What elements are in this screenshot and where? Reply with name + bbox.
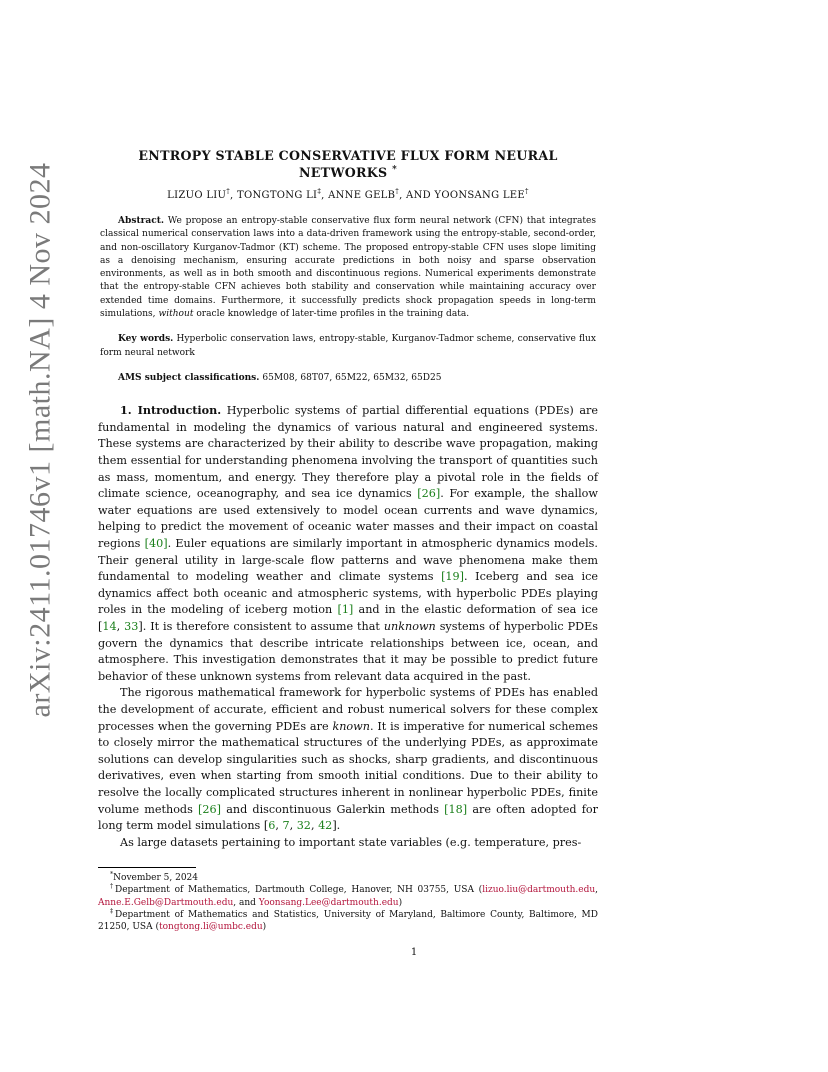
body-text: ,	[275, 819, 283, 833]
author-separator: , AND	[399, 190, 435, 201]
author-affiliation-mark: ‡	[317, 187, 322, 196]
citation-link[interactable]: 6	[268, 819, 276, 833]
body-emphasis: unknown	[383, 619, 436, 633]
author-name: ANNE GELB	[328, 190, 396, 201]
body-text: and in the elastic deformation of sea ice [	[98, 603, 598, 633]
citation-link[interactable]: [26]	[417, 487, 441, 501]
author-separator: ,	[230, 190, 238, 201]
body-text: ]. It is therefore consistent to assume that	[138, 619, 384, 633]
citation-link[interactable]: [18]	[444, 802, 468, 816]
body-text: ,	[289, 819, 297, 833]
footnote-text: ,	[595, 885, 598, 896]
body-text: are often adopted for long term model simulations [	[98, 802, 598, 833]
ams-label: AMS subject classifications.	[118, 372, 260, 383]
email-link[interactable]: Yoonsang.Lee@dartmouth.edu	[258, 897, 399, 908]
body-text: The rigorous mathematical framework for hyperbolic systems of PDEs has enabled the development of accurate, efficient and robust numerical solvers for these complex processes when the governing PDEs are	[98, 686, 598, 733]
footnote-date	[98, 872, 598, 884]
ams-codes: 65M08, 68T07, 65M22, 65M32, 65D25	[262, 372, 442, 383]
body-text: . For example, the shallow water equations are used extensively to model ocean currents and wave dynamics, helping to predict the movement of oceanic water masses and their impact on coastal regions	[98, 487, 598, 551]
citation-link[interactable]: [1]	[337, 603, 354, 617]
author-separator: ,	[321, 190, 329, 201]
abstract-text-end: oracle knowledge of later-time profiles in the training data.	[196, 309, 470, 320]
paper-title	[98, 147, 598, 181]
body-emphasis: known	[332, 719, 370, 733]
email-link[interactable]: Anne.E.Gelb@Dartmouth.edu	[98, 897, 234, 908]
email-link[interactable]: lizuo.liu@dartmouth.edu	[482, 885, 596, 896]
title-footnote-mark: *	[392, 164, 398, 175]
email-link[interactable]: tongtong.li@umbc.edu	[158, 922, 263, 933]
footnote-dartmouth	[98, 884, 598, 909]
footnote-text: November 5, 2024	[113, 873, 198, 883]
keywords-label: Key words.	[118, 334, 174, 345]
citation-link[interactable]: 33	[124, 619, 139, 633]
section-heading: 1. Introduction.	[120, 403, 222, 418]
body-text: ].	[332, 819, 341, 833]
page-number: 1	[410, 947, 418, 958]
citation-link[interactable]: [19]	[441, 570, 465, 584]
keywords-text: Hyperbolic conservation laws, entropy-stable, Kurganov-Tadmor scheme, conservative flux form neural network	[100, 334, 596, 358]
footnote-umbc	[98, 909, 598, 934]
citation-link[interactable]: 14	[102, 619, 117, 633]
footnote-text: , and	[233, 897, 259, 908]
footnote-divider	[98, 867, 196, 868]
abstract-label: Abstract.	[118, 216, 165, 226]
author-name: YOONSANG LEE	[434, 190, 525, 201]
body-text: systems of hyperbolic PDEs govern the dynamics that describe intricate relationships between ice, ocean, and atmosphere. This investigation demonstrates that it may be possible to predict future behavior of these unknown systems from relevant data acquired in the past.	[98, 619, 598, 683]
author-affiliation-mark: †	[226, 187, 231, 196]
keywords	[98, 333, 598, 360]
intro-paragraph-2	[98, 685, 598, 834]
footnote-text: )	[398, 897, 403, 908]
intro-paragraph-3	[98, 835, 598, 852]
footnote-text: Department of Mathematics, Dartmouth College, Hanover, NH 03755, USA (	[115, 885, 483, 896]
body-text: ,	[310, 819, 319, 833]
abstract	[98, 215, 598, 321]
citation-link[interactable]: 7	[282, 819, 290, 833]
ams-classifications	[98, 372, 598, 385]
body-text: . It is imperative for numerical schemes to closely mirror the mathematical structures of the underlying PDEs, as approximate solutions can develop singularities such as shocks, sharp gradients, and discontinuous derivatives, even when starting from smooth initial conditions. Due to their ability to resolve the locally complicated structures inherent in nonlinear hyperbolic PDEs, finite volume methods	[98, 719, 598, 816]
author-name: LIZUO LIU	[167, 190, 227, 201]
body-text: and discontinuous Galerkin methods	[221, 802, 445, 816]
citation-link[interactable]: [26]	[198, 802, 221, 816]
citation-link[interactable]: 32	[296, 819, 311, 833]
body-text: . Iceberg and sea ice dynamics affect both oceanic and atmospheric systems, with hyperbolic PDEs playing roles in the modeling of iceberg motion	[98, 570, 598, 617]
footnote-text: )	[262, 922, 267, 933]
author-name: TONGTONG LI	[237, 190, 318, 201]
paper-title-text: ENTROPY STABLE CONSERVATIVE FLUX FORM NEURAL NETWORKS	[138, 148, 558, 180]
footnote-mark: †	[110, 883, 115, 891]
intro-paragraph-1	[98, 402, 598, 685]
citation-link[interactable]: 42	[318, 819, 333, 833]
footnote-text: Department of Mathematics and Statistics, University of Maryland, Baltimore County, Baltimore, MD 21250, USA (	[98, 909, 598, 933]
body-text: ,	[116, 619, 125, 633]
author-affiliation-mark: †	[525, 187, 529, 196]
body-text: . Euler equations are similarly important in atmospheric dynamics models. Their general utility in large-scale flow patterns and wave phenomena make them fundamental to modeling weather and climate systems	[98, 537, 598, 584]
footnotes	[98, 867, 598, 933]
arxiv-sidebar-stamp	[14, 110, 66, 770]
citation-link[interactable]: [40]	[144, 537, 168, 551]
paper-first-page	[98, 147, 598, 851]
arxiv-identifier: arXiv:2411.01746v1 [math.NA] 4 Nov 2024	[23, 162, 56, 718]
author-list	[98, 187, 598, 201]
body-text: Hyperbolic systems of partial differential equations (PDEs) are fundamental in modeling the dynamics of various natural and engineered systems. These systems are characterized by their ability to describe wave propagation, making them essential for understanding phenomena involving the transport of quantities such as mass, momentum, and energy. They therefore play a pivotal role in the fields of climate science, oceanography, and sea ice dynamics	[98, 404, 598, 501]
abstract-emphasis: without	[158, 309, 194, 320]
footnote-mark: ‡	[110, 907, 115, 915]
author-affiliation-mark: †	[395, 187, 400, 196]
body-text: As large datasets pertaining to important state variables (e.g. temperature, pres-	[120, 835, 582, 849]
abstract-text: We propose an entropy-stable conservative flux form neural network (CFN) that integrates classical numerical conservation laws into a data-driven framework using the entropy-stable, second-order, and non-oscillatory Kurganov-Tadmor (KT) scheme. The proposed entropy-stable CFN uses slope limiting as a denoising mechanism, ensuring accurate predictions in both noisy and sparse observation environments, as well as in both smooth and discontinuous regions. Numerical experiments demonstrate that the entropy-stable CFN achieves both stability and conservation while maintaining accuracy over extended time domains. Furthermore, it successfully predicts shock propagation speeds in long-term simulations,	[100, 216, 596, 320]
footnote-mark: *	[110, 871, 114, 878]
